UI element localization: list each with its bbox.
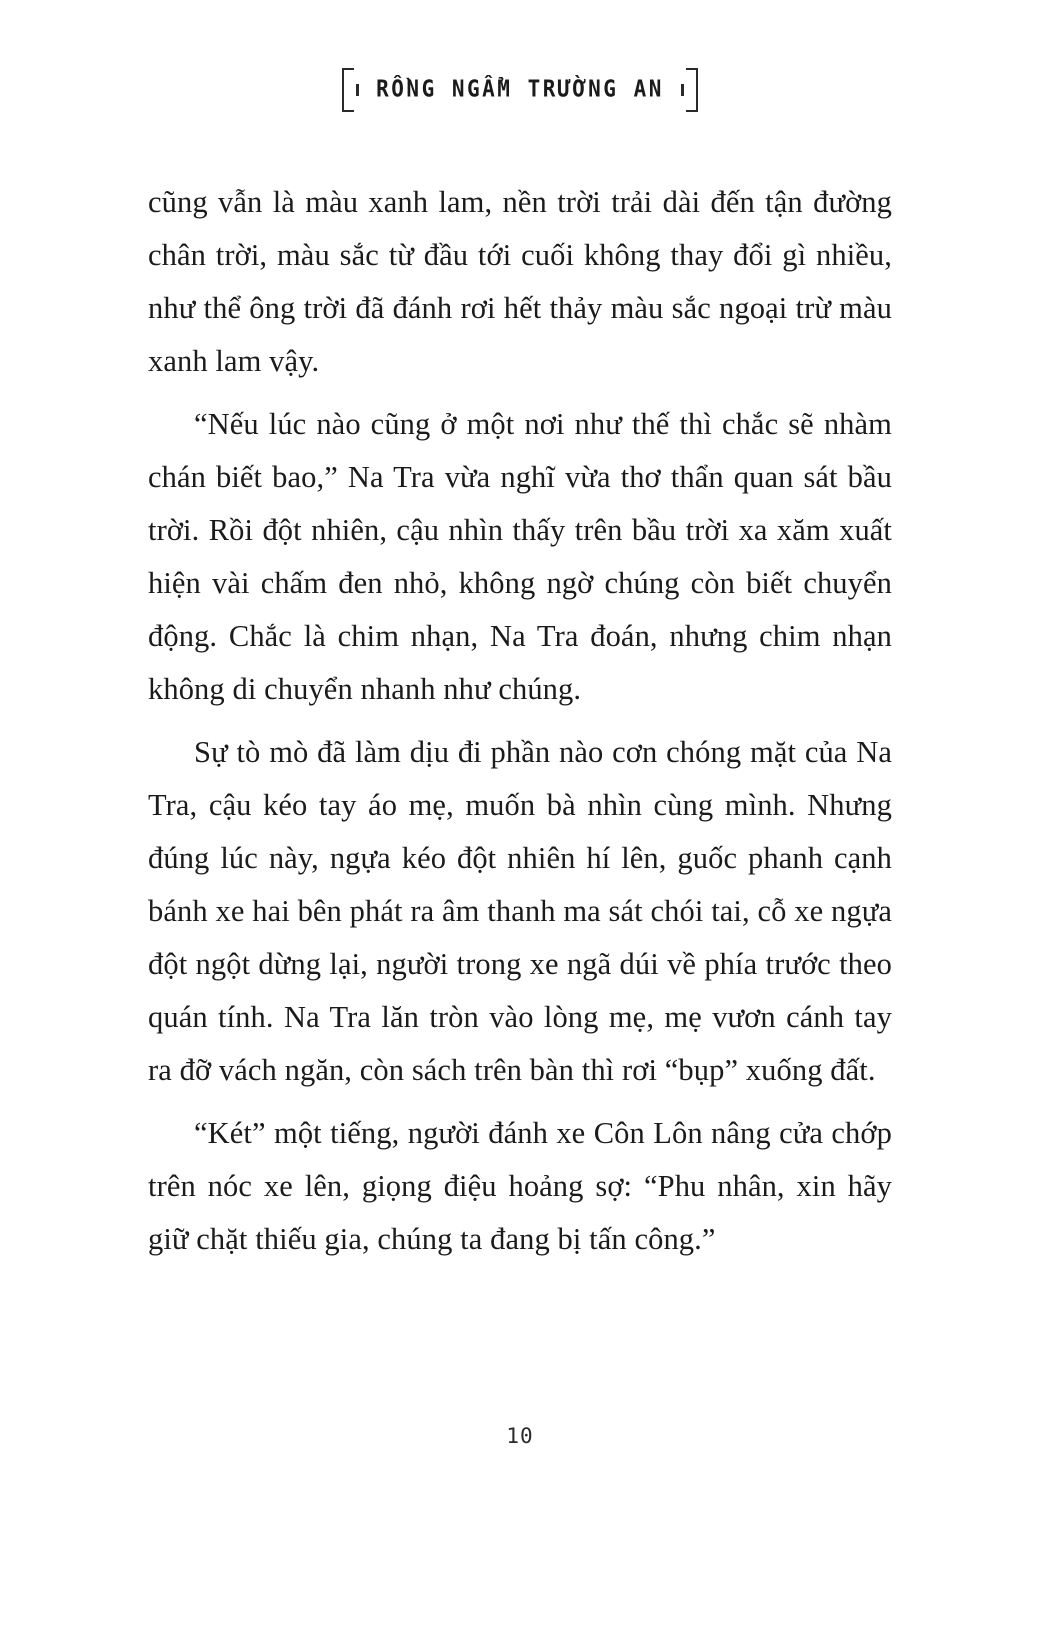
running-head-frame: [342, 68, 698, 112]
paragraph: “Két” một tiếng, người đánh xe Côn Lôn nâng cửa chớp trên nóc xe lên, giọng điệu hoảng sợ: “Phu nhân, xin hãy giữ chặt thiếu gia, chúng ta đang bị tấn công.”: [148, 1116, 892, 1256]
page-header: [0, 68, 1040, 112]
page-body: [148, 176, 892, 1266]
paragraph: cũng vẫn là màu xanh lam, nền trời trải dài đến tận đường chân trời, màu sắc từ đầu tới cuối không thay đổi gì nhiều, như thể ông trời đã đánh rơi hết thảy màu sắc ngoại trừ màu xanh lam vậy.: [148, 185, 892, 378]
frame-tick-left-icon: [356, 84, 359, 96]
running-head-title: RỒNG NGẨM TRƯỜNG AN: [376, 76, 664, 102]
page-number: 10: [506, 1424, 534, 1448]
frame-tick-right-icon: [681, 84, 684, 96]
paragraph: Sự tò mò đã làm dịu đi phần nào cơn chóng mặt của Na Tra, cậu kéo tay áo mẹ, muốn bà nhìn cùng mình. Nhưng đúng lúc này, ngựa kéo đột nhiên hí lên, guốc phanh cạnh bánh xe hai bên phát ra âm thanh ma sát chói tai, cỗ xe ngựa đột ngột dừng lại, người trong xe ngã dúi về phía trước theo quán tính. Na Tra lăn tròn vào lòng mẹ, mẹ vươn cánh tay ra đỡ vách ngăn, còn sách trên bàn thì rơi “bụp” xuống đất.: [148, 735, 892, 1087]
paragraph: “Nếu lúc nào cũng ở một nơi như thế thì chắc sẽ nhàm chán biết bao,” Na Tra vừa nghĩ vừa thơ thẩn quan sát bầu trời. Rồi đột nhiên, cậu nhìn thấy trên bầu trời xa xăm xuất hiện vài chấm đen nhỏ, không ngờ chúng còn biết chuyển động. Chắc là chim nhạn, Na Tra đoán, nhưng chim nhạn không di chuyển nhanh như chúng.: [148, 407, 892, 706]
